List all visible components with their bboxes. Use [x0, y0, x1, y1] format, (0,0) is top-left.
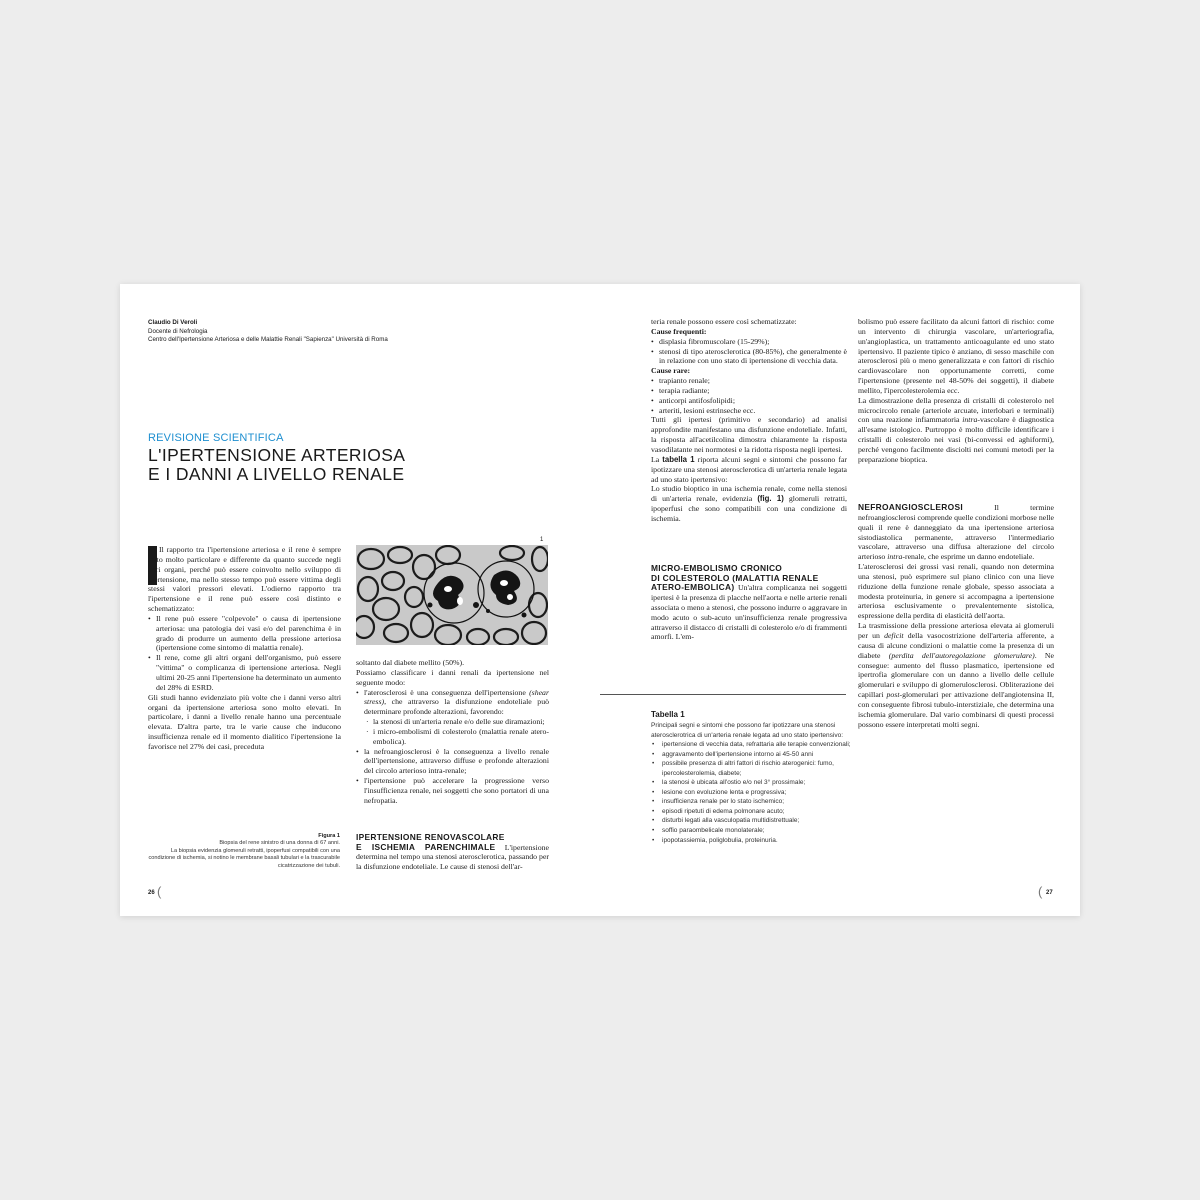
column-4: [858, 317, 1054, 465]
table-item: • ipopotassiemia, poliglobulia, proteinuria.: [662, 836, 851, 846]
caption-line: Biopsia del rene sinistro di una donna di 67 anni.: [219, 840, 340, 847]
table-item: • disturbi legati alla vasculopatia multidistrettuale;: [662, 816, 851, 826]
divider: [600, 694, 846, 695]
section-kicker: REVISIONE SCIENTIFICA: [148, 432, 284, 444]
paragraph: teria renale possono essere così schematizzate:: [651, 317, 797, 326]
sub-list: [364, 717, 549, 747]
author-name: Claudio Di Veroli: [148, 319, 198, 326]
title-line-2: E I DANNI A LIVELLO RENALE: [148, 464, 405, 484]
section-heading: DI COLESTEROLO (MALATTIA RENALE: [651, 572, 819, 583]
figure-number: 1: [540, 537, 544, 543]
list-item: • l'ipertensione può accelerare la progressione verso l'insufficienza renale, nei soggetti che sono portatori di una nefropatia.: [364, 776, 549, 806]
article-title: [148, 446, 448, 484]
column-2: [356, 658, 549, 806]
paragraph: bolismo può essere facilitato da alcuni fattori di rischio: come un intervento di chirurgia vascolare, un'arteriografia, un'angioplastica, un trattamento anticoagulante ed uno stato ipertensivo. Il paziente tipico è anziano, di sesso maschile con aterosclerosi più o meno generalizzata e con fattori di rischio cardiovascolare non opportunamente corretti, come l'ipertensione (presente nel 48-50% dei soggetti), il diabete mellito, l'ipercolesterolemia ecc.: [858, 317, 1054, 395]
caption-line: La biopsia evidenzia glomeruli retratti, ipoperfusi compatibili con una condizione di ischemia, si notino le membrane basali tubulari e la trascurabile cicatrizzazione dei tubuli.: [148, 847, 340, 869]
page-number-left: 26: [148, 890, 155, 896]
table-title: Tabella 1: [651, 710, 685, 719]
section-heading: E ISCHEMIA PARENCHIMALE: [356, 841, 496, 852]
list-item: · i micro-embolismi di colesterolo (malattia renale atero-embolica).: [373, 727, 549, 747]
biopsy-figure: [356, 545, 548, 645]
damage-list: [356, 688, 549, 806]
table-item: • possibile presenza di altri fattori di rischio aterogenici: fumo, ipercolesterolemia, diabete;: [662, 759, 851, 778]
table-1-box: [651, 709, 851, 845]
paragraph: Tutti gli ipertesi (primitivo e secondario) ad analisi approfondite manifestano una disfunzione endoteliale. Infatti, la risposta all'acetilcolina dimostra chiaramente la risposta vasodilatante nei normotesi e la ridotta risposta negli ipertesi.: [651, 415, 847, 454]
paragraph: Un'altra complicanza nei soggetti ipertesi è la presenza di placche nell'aorta e nelle arterie renali associata o meno a stenosi, che possono indurre o aggravare in modo acuto o sub-acuto un'insufficienza renale progressiva attraverso il distacco di cristalli di colesterolo e/o di frammenti amorfi. L'em-: [651, 583, 847, 642]
list-item: • displasia fibromuscolare (15-29%);: [659, 337, 847, 347]
list-item: • stenosi di tipo aterosclerotica (80-85%), che generalmente è in relazione con uno stato di ipertensione di vecchia data.: [659, 347, 847, 367]
page-number-right: 27: [1046, 890, 1053, 896]
list-item: • la nefroangiosclerosi è la conseguenza a livello renale dell'ipertensione, attraverso diffuse e profonde alterazioni del circolo arterioso intra-renale;: [364, 747, 549, 777]
list-item: • arteriti, lesioni estrinseche ecc.: [659, 406, 847, 416]
intro-paragraph: Il rapporto tra l'ipertensione arteriosa e il rene è sempre stato molto particolare e differente da quanto succede negli altri organi, perché può essere coinvolto nello sviluppo di ipertensione, ma nello stesso tempo può essere vittima degli stessi valori pressori elevati. L'odierno rapporto tra l'ipertensione e il rene può essere così distinto e schematizzato:: [148, 545, 341, 614]
list-item: • Il rene, come gli altri organi dell'organismo, può essere "vittima" o complicanza di ipertensione arteriosa. Negli ultimi 20-25 anni l'ipertensione ha determinato un aumento del 28% di ESRD.: [156, 653, 341, 692]
magazine-spread: [120, 284, 1080, 916]
table-item: • episodi ripetuti di edema polmonare acuto;: [662, 807, 851, 817]
paragraph: Lo studio bioptico in una ischemia renale, come nella stenosi di un'arteria renale, evidenzia (fig. 1) glomeruli retratti, ipoperfusi che sono compatibili con una condizione di ischemia.: [651, 484, 848, 523]
column-4-section: NEFROANGIOSCLEROSI Il termine nefroangiosclerosi comprende quelle condizioni morbose nelle quali il rene è danneggiato da una ipertensione arteriosa sistodiastolica permanente, attraverso l'intermediario vascolare, attraverso una diffusa alterazione del circolo arterioso intra-renale, che esprime un danno endoteliale. L'aterosclerosi dei grossi vasi renali, quando non determina una stenosi, può esprimere sul piano clinico con una lieve riduzione della funzione renale globale, spesso associata a modesta proteinuria, in genere si accompagna a ipertensione arteriosa esclusivamente o prevalentemente sistolica, espressione della perdita di elasticità dell'aorta. La trasmissione della pressione arteriosa elevata ai glomeruli per un deficit della vasocostrizione dell'arteria afferente, a causa di alcune condizioni o malattie come la presenza di un diabete (perdita dell'autoregolazione glomerulare). Ne consegue: aumento del flusso plasmatico, ipertensione ed ipertrofia glomerulare con un danno a livello delle cellule glomerulari e sviluppo di glomerulosclerosi. Obliterazione dei capillari post-glomerulari per attivazione dell'angiotensina II, con conseguente fibrosi tubulo-interstiziale, che determina una ischemia glomerulare. Dal vario combinarsi di questi processi possono essere interpretati molti segni.: [858, 502, 1054, 729]
section-heading: IPERTENSIONE RENOVASCOLARE: [356, 832, 505, 842]
paragraph: La trasmissione della pressione arteriosa elevata ai glomeruli per un deficit della vasocostrizione dell'arteria afferente, a causa di alcune condizioni o malattie come la presenza di un diabete (perdita dell'autoregolazione glomerulare). Ne consegue: aumento del flusso plasmatico, ipertensione ed ipertrofia glomerulare con un danno a livello delle cellule glomerulari e sviluppo di glomerulosclerosi. Obliterazione dei capillari post-glomerulari per attivazione dell'angiotensina II, con conseguente fibrosi tubulo-interstiziale, che determina una ischemia glomerulare. Dal vario combinarsi di questi processi possono essere interpretati molti segni.: [858, 621, 1054, 729]
figure-caption: [148, 833, 340, 870]
label: Cause rare:: [651, 366, 691, 376]
table-items-list: [651, 740, 851, 845]
section-heading: NEFROANGIOSCLEROSI: [858, 502, 963, 512]
list-item: · la stenosi di un'arteria renale e/o delle sue diramazioni;: [373, 717, 549, 727]
author-affiliation: Centro dell'Ipertensione Arteriosa e delle Malattie Renali "Sapienza" Università di Roma: [148, 336, 388, 344]
paragraph: soltanto dal diabete mellito (50%).: [356, 658, 465, 667]
list-item: • trapianto renale;: [659, 376, 847, 386]
section-heading: MICRO-EMBOLISMO CRONICO: [651, 563, 783, 573]
section-heading: ATERO-EMBOLICA): [651, 582, 735, 593]
author-role: Docente di Nefrologia: [148, 327, 208, 335]
column-3: [651, 317, 847, 524]
list-item: • l'aterosclerosi è una conseguenza dell'ipertensione (shear stress), che attraverso la disfunzione endoteliale può determinare profonde alterazioni, favorendo: · la stenosi di un'arteria renale e/o delle sue diramazioni; · i micro-embolismi di colesterolo (malattia renale atero-embolica).: [364, 688, 549, 747]
table-item: • ipertensione di vecchia data, refrattaria alle terapie convenzionali;: [662, 740, 851, 750]
column-2-section: [356, 833, 549, 872]
paragraph: Possiamo classificare i danni renali da ipertensione nel seguente modo:: [356, 667, 549, 687]
biopsy-micrograph-image: [356, 545, 548, 645]
table-intro: Principali segni e sintomi che possono far ipotizzare una stenosi aterosclerotrica di un'arteria renale legata ad uno stato ipertensivo:: [651, 722, 844, 739]
table-item: • lesione con evoluzione lenta e progressiva;: [662, 788, 851, 798]
list-item: • terapia radiante;: [659, 386, 847, 396]
list-item: • Il rene può essere "colpevole" o causa di ipertensione arteriosa: una patologia dei vasi e/o del parenchima è in grado di produrre un aumento della pressione arteriosa (ipertensione come sintomo di malattia renale).: [156, 614, 341, 653]
paragraph: L'ipertensione determina nel tempo una stenosi aterosclerotica, passando per la disfunzione endoteliale. Le cause di stenosi dell'ar-: [356, 842, 549, 872]
paragraph: La dimostrazione della presenza di cristalli di colesterolo nel microcircolo renale (arteriole arcuate, interlobari e terminali) con una reazione infiammatoria intra-vascolare è diagnostica all'esame istologico. Purtroppo è molto difficile identificare i cristalli di colesterolo nei vasi (bi-convessi ed aghiformi), perché vengono facilmente disciolti nei comuni metodi per la preparazione bioptica.: [858, 395, 1054, 464]
paragraph: La tabella 1 riporta alcuni segni e sintomi che possono far ipotizzare una stenosi aterosclerotica di un'arteria renale legata ad uno stato ipertensivo:: [651, 454, 847, 484]
caption-title: Figura 1: [318, 833, 340, 839]
label: Cause frequenti:: [651, 326, 707, 336]
page-bracket-left: (: [157, 884, 162, 899]
table-item: • soffio paraombelicale monolaterale;: [662, 826, 851, 836]
table-item: • la stenosi è ubicata all'ostio e/o nel 3° prossimale;: [662, 778, 851, 788]
frequent-causes-list: [651, 337, 847, 367]
paragraph: Gli studi hanno evidenziato più volte che i danni verso altri organi da ipertensione arteriosa sono molto elevati. In particolare, i danni a livello renale hanno una percentuale elevata. D'altra parte, tra le varie cause che inducono insufficienza renale ed il momento dialitico l'ipertensione la favorisce nel 27% dei casi, preceduta: [148, 692, 341, 751]
author-block: [148, 319, 388, 345]
page-bracket-right: (: [1038, 884, 1043, 899]
list-item: • anticorpi antifosfolipidi;: [659, 396, 847, 406]
role-list: [148, 614, 341, 693]
column-1: [148, 545, 341, 752]
table-item: • aggravamento dell'ipertensione intorno ai 45-50 anni: [662, 750, 851, 760]
column-3-section: [651, 564, 847, 642]
table-item: • insufficienza renale per lo stato ischemico;: [662, 797, 851, 807]
paragraph: L'aterosclerosi dei grossi vasi renali, quando non determina una stenosi, può esprimere sul piano clinico con una lieve riduzione della funzione renale globale, spesso associata a modesta proteinuria, in genere si accompagna a ipertensione arteriosa esclusivamente o prevalentemente sistolica, espressione della perdita di elasticità dell'aorta.: [858, 562, 1054, 621]
title-line-1: L'IPERTENSIONE ARTERIOSA: [148, 445, 406, 465]
rare-causes-list: [651, 376, 847, 415]
